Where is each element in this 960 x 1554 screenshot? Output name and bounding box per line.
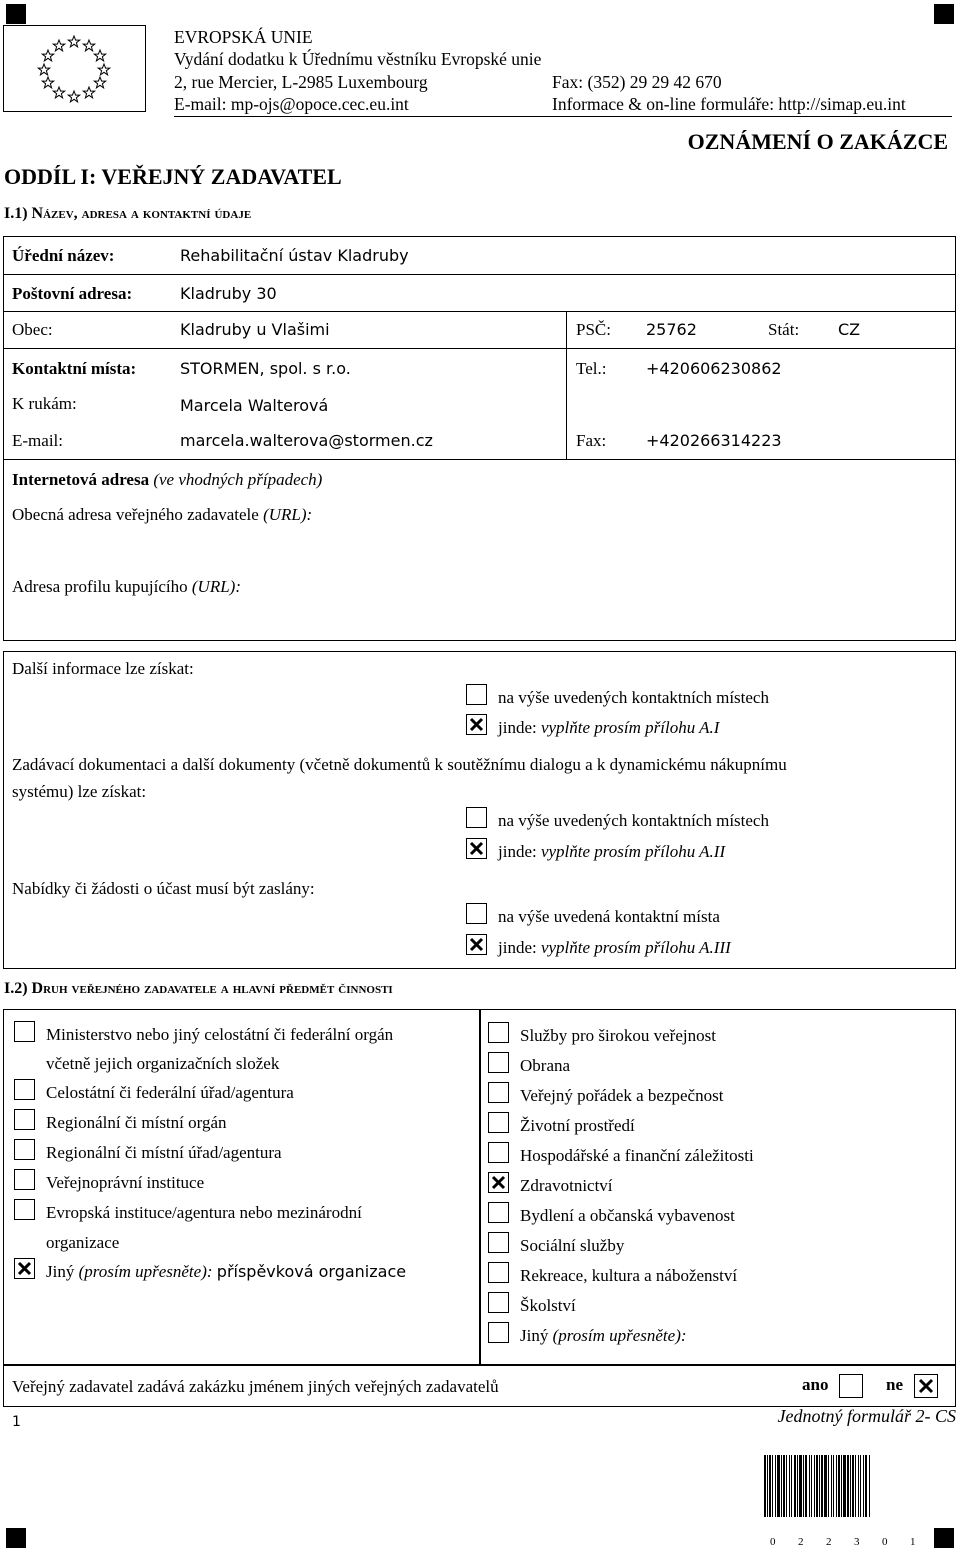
attention-value[interactable]: Marcela Walterová — [180, 396, 329, 415]
barcode-bar — [805, 1455, 807, 1517]
on-behalf-no-label: ne — [886, 1375, 903, 1394]
cross-mark-icon — [16, 1260, 33, 1277]
barcode-bar — [843, 1455, 846, 1517]
type-other-text: Jiný — [46, 1262, 75, 1281]
row-divider — [3, 274, 956, 275]
barcode-bar — [858, 1455, 859, 1517]
barcode-bar — [775, 1455, 776, 1517]
activity-other-checkbox[interactable] — [488, 1322, 509, 1343]
email-label: E-mail: — [12, 431, 63, 450]
type-regional-authority-checkbox[interactable] — [14, 1109, 35, 1130]
cross-mark-icon — [468, 840, 485, 857]
barcode-bar — [855, 1455, 856, 1517]
header-org: EVROPSKÁ UNIE — [174, 27, 313, 47]
barcode-bar — [852, 1455, 854, 1517]
tenders-same-label: na výše uvedená kontaktní místa — [498, 907, 720, 926]
docs-label-2: systému) lze získat: — [12, 782, 147, 801]
docs-else-label — [498, 842, 725, 862]
docs-else-checkbox[interactable] — [466, 838, 487, 859]
header-fax: Fax: (352) 29 29 42 670 — [552, 72, 722, 92]
barcode-bar — [769, 1455, 771, 1517]
barcode-digit: 0 — [770, 1536, 776, 1548]
barcode-bar — [814, 1455, 815, 1517]
psc-value[interactable]: 25762 — [646, 320, 697, 339]
country-label: Stát: — [768, 320, 800, 339]
contact-points-value[interactable]: STORMEN, spol. s r.o. — [180, 359, 351, 378]
barcode-bar — [803, 1455, 804, 1517]
header-address: 2, rue Mercier, L-2985 Luxembourg — [174, 72, 428, 92]
type-regional-authority-label: Regionální či místní orgán — [46, 1113, 227, 1132]
activity-education-label: Školství — [520, 1296, 576, 1315]
cross-mark-icon — [490, 1174, 507, 1191]
row-divider — [3, 459, 956, 460]
town-label: Obec: — [12, 320, 53, 339]
further-info-label: Další informace lze získat: — [12, 659, 194, 678]
notice-title: OZNÁMENÍ O ZAKÁZCE — [687, 129, 948, 154]
activity-defence-label: Obrana — [520, 1056, 571, 1075]
fax-value[interactable]: +420266314223 — [646, 431, 782, 450]
info-same-label: na výše uvedených kontaktních místech — [498, 688, 769, 707]
activity-health-label: Zdravotnictví — [520, 1176, 613, 1195]
barcode-bar — [850, 1455, 851, 1517]
type-regional-agency-checkbox[interactable] — [14, 1139, 35, 1160]
cross-mark-icon — [916, 1376, 936, 1396]
tel-label: Tel.: — [576, 359, 607, 378]
type-eu-institution-label-2: organizace — [46, 1233, 120, 1252]
section-title: ODDÍL I: VEŘEJNÝ ZADAVATEL — [4, 164, 342, 189]
info-else-note: vyplňte prosím přílohu A.I — [540, 718, 720, 737]
activity-public-services-checkbox[interactable] — [488, 1022, 509, 1043]
barcode-bar — [789, 1455, 790, 1517]
tenders-else-label — [498, 938, 731, 958]
barcode-bar — [764, 1455, 766, 1517]
activity-other-note: (prosím upřesněte): — [552, 1326, 687, 1345]
activity-health-checkbox[interactable] — [488, 1172, 509, 1193]
section-1-1-title: I.1) Název, adresa a kontaktní údaje — [4, 205, 252, 222]
form-name: Jednotný formulář 2- CS — [777, 1406, 956, 1426]
row-divider — [3, 311, 956, 312]
type-regional-agency-label: Regionální či místní úřad/agentura — [46, 1143, 282, 1162]
type-public-law-checkbox[interactable] — [14, 1169, 35, 1190]
type-other-note: (prosím upřesněte): — [78, 1262, 213, 1281]
activity-public-order-checkbox[interactable] — [488, 1082, 509, 1103]
tenders-else-text: jinde: — [498, 938, 537, 957]
barcode-bar — [783, 1455, 785, 1517]
tel-value[interactable]: +420606230862 — [646, 359, 782, 378]
cross-mark-icon — [468, 936, 485, 953]
postal-address-value[interactable]: Kladruby 30 — [180, 284, 277, 303]
activity-defence-checkbox[interactable] — [488, 1052, 509, 1073]
barcode-bar — [809, 1455, 810, 1517]
barcode-bar — [836, 1455, 837, 1517]
type-eu-institution-checkbox[interactable] — [14, 1199, 35, 1220]
official-name-label: Úřední název: — [12, 246, 115, 265]
barcode-bar — [860, 1455, 861, 1517]
barcode-digit: 3 — [854, 1536, 860, 1548]
barcode-bar — [786, 1455, 787, 1517]
tenders-label: Nabídky či žádosti o účast musí být zaslány: — [12, 879, 315, 898]
attention-label: K rukám: — [12, 394, 77, 413]
eu-flag-logo — [3, 25, 146, 112]
barcode-bar — [816, 1455, 818, 1517]
tenders-else-note: vyplňte prosím přílohu A.III — [540, 938, 731, 957]
page-number: 1 — [12, 1414, 21, 1430]
general-url-suffix: (URL): — [263, 505, 313, 524]
barcode-bar — [819, 1455, 820, 1517]
barcode-bar — [799, 1455, 802, 1517]
buyer-url-suffix: (URL): — [191, 577, 241, 596]
activity-economic-label: Hospodářské a finanční záležitosti — [520, 1146, 754, 1165]
barcode-bar — [869, 1455, 870, 1517]
activity-housing-label: Bydlení a občanská vybavenost — [520, 1206, 735, 1225]
general-url-label: Obecná adresa veřejného zadavatele — [12, 505, 259, 524]
barcode-digit: 1 — [910, 1536, 916, 1548]
barcode-bar — [767, 1455, 768, 1517]
barcode-bar — [811, 1455, 812, 1517]
on-behalf-no-checkbox[interactable] — [914, 1374, 938, 1398]
on-behalf-yes-label: ano — [802, 1375, 829, 1394]
barcode-bar — [772, 1455, 773, 1517]
header-info[interactable]: Informace & on-line formuláře: http://simap.eu.int — [552, 94, 906, 114]
activity-public-services-label: Služby pro širokou veřejnost — [520, 1026, 716, 1045]
section-1-2-title: I.2) Druh veřejného zadavatele a hlavní předmět činnosti — [4, 980, 393, 997]
barcode-bar — [838, 1455, 840, 1517]
barcode-bar — [821, 1455, 823, 1517]
barcode-bar — [831, 1455, 832, 1517]
info-else-checkbox[interactable] — [466, 714, 487, 735]
general-url-row — [12, 505, 312, 525]
buyer-url-row — [12, 577, 241, 597]
internet-title-text: Internetová adresa — [12, 470, 150, 489]
barcode-bar — [828, 1455, 829, 1517]
barcode-bar — [791, 1455, 792, 1517]
town-value[interactable]: Kladruby u Vlašimi — [180, 320, 330, 339]
info-same-checkbox[interactable] — [466, 684, 487, 705]
docs-label: Zadávací dokumentaci a další dokumenty (včetně dokumentů k soutěžnímu dialogu a k dynamickému nákupnímu — [12, 755, 787, 774]
barcode-digit: 1 — [934, 1536, 940, 1548]
activity-social-checkbox[interactable] — [488, 1232, 509, 1253]
info-else-label — [498, 718, 719, 738]
activity-social-label: Sociální služby — [520, 1236, 625, 1255]
type-other-checkbox[interactable] — [14, 1258, 35, 1279]
type-other-value[interactable]: příspěvková organizace — [216, 1262, 407, 1281]
activity-environment-checkbox[interactable] — [488, 1112, 509, 1133]
official-name-value[interactable]: Rehabilitační ústav Kladruby — [180, 246, 409, 265]
barcode-bar — [781, 1455, 782, 1517]
docs-else-text: jinde: — [498, 842, 537, 861]
barcode-bar — [794, 1455, 796, 1517]
activity-housing-checkbox[interactable] — [488, 1202, 509, 1223]
contact-points-label: Kontaktní místa: — [12, 359, 137, 378]
docs-else-note: vyplňte prosím přílohu A.II — [540, 842, 726, 861]
registration-mark-top-left — [6, 4, 26, 24]
info-else-text: jinde: — [498, 718, 537, 737]
barcode-bar — [833, 1455, 834, 1517]
internet-title-note: (ve vhodných případech) — [153, 470, 323, 489]
country-value[interactable]: CZ — [838, 320, 861, 339]
activity-economic-checkbox[interactable] — [488, 1142, 509, 1163]
type-ministry-label-2: včetně jejich organizačních složek — [46, 1054, 280, 1073]
activity-other-label — [520, 1326, 687, 1346]
on-behalf-yes-checkbox[interactable] — [839, 1374, 863, 1398]
fax-label: Fax: — [576, 431, 607, 450]
column-divider — [566, 311, 567, 459]
barcode-digit: 2 — [798, 1536, 804, 1548]
barcode-bar — [777, 1455, 780, 1517]
activity-public-order-label: Veřejný pořádek a bezpečnost — [520, 1086, 724, 1105]
type-national-agency-checkbox[interactable] — [14, 1079, 35, 1100]
activity-education-checkbox[interactable] — [488, 1292, 509, 1313]
internet-title — [12, 470, 322, 490]
barcode-bar — [865, 1455, 867, 1517]
docs-same-label: na výše uvedených kontaktních místech — [498, 811, 769, 830]
header-rule — [174, 116, 952, 117]
barcode-digit: 2 — [826, 1536, 832, 1548]
header-subtitle: Vydání dodatku k Úřednímu věstníku Evropské unie — [174, 49, 542, 69]
barcode-bar — [847, 1455, 849, 1517]
tenders-else-checkbox[interactable] — [466, 934, 487, 955]
type-ministry-label: Ministerstvo nebo jiný celostátní či federální orgán — [46, 1025, 394, 1044]
docs-same-checkbox[interactable] — [466, 807, 487, 828]
barcode-bar — [797, 1455, 798, 1517]
activity-environment-label: Životní prostředí — [520, 1116, 635, 1135]
tenders-same-checkbox[interactable] — [466, 903, 487, 924]
registration-mark-top-right — [934, 4, 954, 24]
barcode-digit: 0 — [882, 1536, 888, 1548]
on-behalf-label: Veřejný zadavatel zadává zakázku jménem jiných veřejných zadavatelů — [12, 1377, 499, 1396]
barcode-bar — [841, 1455, 842, 1517]
type-public-law-label: Veřejnoprávní instituce — [46, 1173, 205, 1192]
postal-address-label: Poštovní adresa: — [12, 284, 133, 303]
buyer-url-label: Adresa profilu kupujícího — [12, 577, 188, 596]
cross-mark-icon — [468, 716, 485, 733]
eu-stars-icon — [4, 26, 145, 111]
activity-recreation-label: Rekreace, kultura a náboženství — [520, 1266, 738, 1285]
type-eu-institution-label: Evropská instituce/agentura nebo mezinárodní — [46, 1203, 362, 1222]
activity-other-text: Jiný — [520, 1326, 549, 1345]
barcode-bar — [863, 1455, 864, 1517]
header-email: E-mail: mp-ojs@opoce.cec.eu.int — [174, 94, 409, 114]
registration-mark-bottom-left — [6, 1528, 26, 1548]
email-value[interactable]: marcela.walterova@stormen.cz — [180, 431, 433, 450]
type-other-label — [46, 1262, 406, 1282]
row-divider — [3, 348, 956, 349]
psc-label: PSČ: — [576, 320, 611, 339]
activity-recreation-checkbox[interactable] — [488, 1262, 509, 1283]
barcode-bar — [824, 1455, 827, 1517]
type-national-agency-label: Celostátní či federální úřad/agentura — [46, 1083, 294, 1102]
type-ministry-checkbox[interactable] — [14, 1021, 35, 1042]
